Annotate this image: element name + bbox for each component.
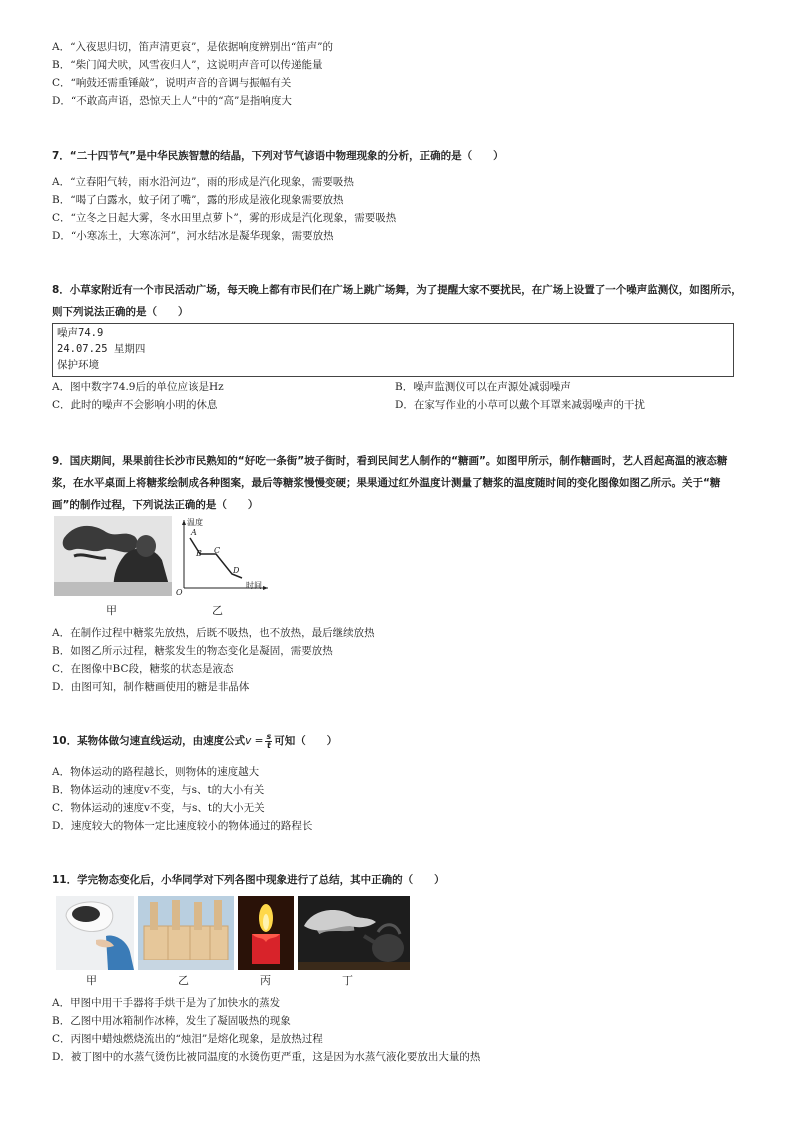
q10-option-a: A．物体运动的路程越长，则物体的速度越大 xyxy=(52,766,260,778)
q8-option-b: B．噪声监测仪可以在声源处减弱噪声 xyxy=(395,381,571,393)
q10-option-b: B．物体运动的速度v不变，与s、t的大小有关 xyxy=(52,784,265,796)
q9-option-a: A．在制作过程中糖浆先放热，后既不吸热，也不放热，最后继续放热 xyxy=(52,627,375,639)
q6-option-b: B．“柴门闻犬吠，风雪夜归人”，这说明声音可以传递能量 xyxy=(52,59,323,71)
velocity-formula-fraction xyxy=(265,733,272,750)
q8-option-d: D．在家写作业的小草可以戴个耳罩来减弱噪声的干扰 xyxy=(395,399,645,411)
graph-point-c: C xyxy=(214,546,221,555)
q9-option-b: B．如图乙所示过程，糖浆发生的物态变化是凝固，需要放热 xyxy=(52,645,333,657)
noise-date: 24.07.25 星期四 xyxy=(57,343,146,355)
q11-option-c: C．丙图中蜡烛燃烧流出的“烛泪”是熔化现象，是放热过程 xyxy=(52,1033,323,1045)
sugar-painting-photo xyxy=(54,516,172,596)
q10-option-d: D．速度较大的物体一定比速度较小的物体通过的路程长 xyxy=(52,820,313,832)
q7-option-a: A．“立春阳气转，雨水沿河边”，雨的形成是汽化现象，需要吸热 xyxy=(52,176,354,188)
velocity-formula-lhs: v = xyxy=(245,735,264,747)
q11-option-a: A．甲图中用干手器将手烘干是为了加快水的蒸发 xyxy=(52,997,281,1009)
q8-option-a: A．图中数字74.9后的单位应该是Hz xyxy=(52,381,224,393)
q10-stem-before: 10．某物体做匀速直线运动，由速度公式 xyxy=(52,735,246,747)
q9-stem: 9．国庆期间，果果前往长沙市民熟知的“好吃一条街”坡子街时，看到民间艺人制作的“糖画”。如图甲所示，制作糖画时，艺人舀起高温的液态糖浆，在水平桌面上将糖浆绘制成各种图案，最后等糖浆慢慢变硬；果果通过红外温度计测量了糖浆的温度随时间的变化图像如图乙所示。关于“糖画”的制作过程，下列说法正确的是（ ） xyxy=(52,455,728,511)
figure-11-jia-caption: 甲 xyxy=(86,974,97,987)
q8-option-c: C．此时的噪声不会影响小明的休息 xyxy=(52,399,218,411)
figure-11-bing-caption: 丙 xyxy=(260,974,271,987)
q9-option-c: C．在图像中BC段，糖浆的状态是液态 xyxy=(52,663,234,675)
q6-option-c: C．“响鼓还需重锤敲”，说明声音的音调与振幅有关 xyxy=(52,77,292,89)
figure-yi-caption: 乙 xyxy=(212,604,223,617)
graph-ylabel: 温度 xyxy=(187,518,203,527)
q7-option-d: D．“小寒冻土，大寒冻河”，河水结冰是凝华现象，需要放热 xyxy=(52,230,334,242)
q11-option-b: B．乙图中用冰箱制作冰棒，发生了凝固吸热的现象 xyxy=(52,1015,291,1027)
candle-photo xyxy=(238,896,294,970)
q7-stem: 7．“二十四节气”是中华民族智慧的结晶，下列对节气谚语中物理现象的分析，正确的是（ ） xyxy=(52,150,504,162)
popsicles-photo xyxy=(138,896,234,970)
formula-numerator: s xyxy=(266,731,272,741)
q6-option-a: A．“入夜思归切，笛声清更哀”，是依据响度辨别出“笛声”的 xyxy=(52,41,334,53)
graph-point-d: D xyxy=(233,566,240,575)
q10-option-c: C．物体运动的速度v不变，与s、t的大小无关 xyxy=(52,802,265,814)
q10-stem xyxy=(52,730,742,752)
graph-xlabel: 时间 xyxy=(246,581,262,590)
graph-origin: O xyxy=(176,588,183,597)
graph-point-b: B xyxy=(196,549,202,558)
q9-option-d: D．由图可知，制作糖画使用的糖是非晶体 xyxy=(52,681,250,693)
q10-stem-after: 可知（ ） xyxy=(274,735,338,747)
noise-reading: 噪声74.9 xyxy=(57,327,104,339)
q8-stem: 8．小草家附近有一个市民活动广场，每天晚上都有市民们在广场上跳广场舞，为了提醒大家不要扰民，在广场上设置了一个噪声监测仪，如图所示，则下列说法正确的是（ ） xyxy=(52,284,742,318)
q6-option-d: D．“不敢高声语，恐惊天上人”中的“高”是指响度大 xyxy=(52,95,292,107)
noise-slogan: 保护环境 xyxy=(57,359,99,371)
kettle-steam-photo xyxy=(298,896,410,970)
hand-dryer-photo xyxy=(56,896,134,970)
figure-11-ding-caption: 丁 xyxy=(342,974,353,987)
q11-stem: 11．学完物态变化后，小华同学对下列各图中现象进行了总结，其中正确的（ ） xyxy=(52,874,445,886)
formula-denominator: t xyxy=(266,740,271,750)
noise-monitor-display xyxy=(52,323,734,377)
figure-11-yi-caption: 乙 xyxy=(178,974,189,987)
q7-option-b: B．“喝了白露水，蚊子闭了嘴”，露的形成是液化现象需要放热 xyxy=(52,194,344,206)
temperature-time-graph xyxy=(176,516,272,598)
q11-option-d: D．被丁图中的水蒸气烫伤比被同温度的水烫伤更严重，这是因为水蒸气液化要放出大量的热 xyxy=(52,1051,481,1063)
figure-jia-caption: 甲 xyxy=(106,604,117,617)
graph-point-a: A xyxy=(191,528,197,537)
q7-option-c: C．“立冬之日起大雾，冬水田里点萝卜”，雾的形成是汽化现象，需要吸热 xyxy=(52,212,397,224)
